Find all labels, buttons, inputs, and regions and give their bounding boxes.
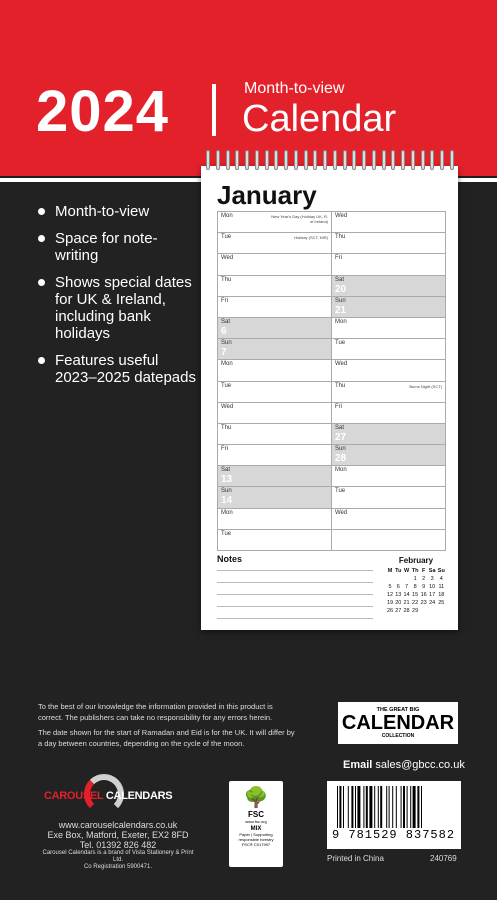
day-cell [217, 529, 332, 550]
day-number: 31 [335, 516, 347, 528]
day-name: Tue [335, 488, 346, 495]
day-name: Mon [221, 509, 233, 516]
contact-email: Email sales@gbcc.co.uk [343, 759, 465, 771]
day-name: Mon [221, 213, 233, 219]
day-number: 13 [221, 474, 233, 486]
mini-day [437, 607, 446, 615]
day-number: 6 [221, 325, 227, 337]
mini-day [403, 575, 411, 583]
day-number: 26 [335, 410, 347, 422]
feature-item: Space for note-writing [38, 230, 198, 264]
barcode-bar [351, 786, 353, 828]
feature-list [38, 203, 198, 396]
day-number: 25 [335, 389, 347, 401]
day-number: 23 [335, 347, 347, 359]
mini-day: 13 [395, 592, 402, 598]
mini-day: 15 [412, 592, 419, 598]
mini-day: 26 [387, 608, 394, 614]
day-name: Tue [335, 340, 346, 347]
day-number: 16 [221, 537, 233, 549]
day-name: Fri [335, 255, 342, 262]
grid-bottom-line [217, 550, 446, 551]
day-number: 2 [221, 241, 227, 253]
product-code: 240769 [430, 854, 457, 863]
spiral-coil [255, 150, 259, 170]
mini-day [394, 575, 402, 583]
note-line [217, 570, 373, 571]
grid-row [217, 275, 446, 296]
day-cell [217, 402, 332, 423]
grid-row [217, 296, 446, 317]
day-name: Tue [221, 382, 232, 389]
barcode-bar [355, 786, 356, 828]
day-name: Fri [221, 446, 228, 453]
spiral-coil [235, 150, 239, 170]
barcode-bar [396, 786, 397, 828]
day-cell [217, 508, 332, 529]
day-cell [332, 359, 446, 380]
day-name: Mon [221, 361, 233, 368]
day-number: 21 [335, 304, 347, 316]
day-cell [332, 296, 446, 317]
mini-day: 3 [430, 576, 434, 582]
mini-day: 14 [403, 592, 410, 598]
day-cell [217, 296, 332, 317]
grid-row [217, 211, 446, 232]
day-name: Wed [221, 403, 234, 410]
day-number: 12 [221, 453, 233, 465]
note-line [217, 606, 373, 607]
barcode-bar [339, 786, 341, 828]
grid-row [217, 338, 446, 359]
day-number: 3 [221, 262, 227, 274]
barcode-bar [369, 786, 372, 828]
bullet-icon [38, 235, 45, 242]
month-title: January [217, 180, 317, 210]
day-name: Tue [221, 530, 232, 537]
mini-weekday-header: Th [411, 568, 419, 574]
spiral-coil [216, 150, 220, 170]
day-event: Holiday (SCT, NIR) [294, 235, 328, 241]
spiral-coil [284, 150, 288, 170]
barcode-bar [392, 786, 393, 828]
barcode-bar [386, 786, 387, 828]
mini-day: 27 [395, 608, 402, 614]
spiral-coil [294, 150, 298, 170]
day-cell [217, 423, 332, 444]
spiral-coil [333, 150, 337, 170]
spiral-coil [401, 150, 405, 170]
day-cell [217, 338, 332, 359]
day-name: Sat [335, 276, 345, 283]
mini-day: 1 [413, 576, 417, 582]
grid-row [217, 381, 446, 402]
grid-row [217, 508, 446, 529]
spiral-coil [440, 150, 444, 170]
day-name: Mon [335, 467, 347, 474]
mini-day: 12 [387, 592, 394, 598]
mini-day: 20 [395, 600, 402, 606]
spiral-coil [265, 150, 269, 170]
day-cell [332, 529, 446, 550]
day-cell [217, 465, 332, 486]
bullet-icon [38, 208, 45, 215]
barcode-bar [421, 786, 422, 828]
barcode-bar [337, 786, 338, 828]
day-cell [217, 381, 332, 402]
mini-weekday-header: Su [437, 568, 445, 574]
spiral-coil [226, 150, 230, 170]
mini-day: 21 [403, 600, 410, 606]
spiral-coil [382, 150, 386, 170]
day-number: 30 [335, 495, 347, 507]
note-line [217, 594, 373, 595]
mini-weekday-header: F [421, 568, 426, 574]
spiral-coil [245, 150, 249, 170]
day-name: Sun [221, 488, 232, 495]
day-cell [332, 402, 446, 423]
day-number: 9 [221, 389, 227, 401]
spiral-coil [274, 150, 278, 170]
mini-day: 11 [438, 584, 445, 590]
day-cell [332, 508, 446, 529]
feature-item: Features useful 2023–2025 datepads [38, 352, 198, 386]
day-cell [332, 232, 446, 253]
header-title: Calendar [242, 98, 397, 140]
tree-icon: 🌳 [243, 787, 269, 809]
mini-day: 18 [438, 592, 445, 598]
disclaimer [38, 701, 298, 753]
grid-row [217, 529, 446, 550]
note-line [217, 582, 373, 583]
grid-row [217, 232, 446, 253]
day-number: 18 [335, 241, 347, 253]
day-cell [332, 253, 446, 274]
mini-weekday-header: Sa [428, 568, 436, 574]
barcode-bar [348, 786, 349, 828]
day-name: Sun [335, 297, 346, 304]
spiral-coil [450, 150, 454, 170]
day-name: Thu [335, 234, 346, 241]
carousel-calendars-logo: CAROUSEL CALENDARS [44, 774, 184, 814]
day-name: Sat [221, 318, 231, 325]
day-name: Thu [335, 382, 346, 389]
feature-item: Month-to-view [38, 203, 198, 220]
mini-day: 10 [429, 584, 436, 590]
barcode-bar [380, 786, 382, 828]
grid-row [217, 359, 446, 380]
day-cell [217, 359, 332, 380]
spiral-coil [421, 150, 425, 170]
disclaimer-text: To the best of our knowledge the information provided in this product is correct. The publishers can take no responsibility for any errors herein. [38, 702, 273, 722]
barcode-bar [363, 786, 364, 828]
day-number: 17 [335, 220, 347, 231]
spiral-coil [430, 150, 434, 170]
barcode-bar [407, 786, 408, 828]
day-name: Fri [335, 403, 342, 410]
day-name: Wed [221, 255, 234, 262]
day-number: 14 [221, 495, 233, 507]
mini-day: 5 [388, 584, 392, 590]
barcode [327, 781, 461, 849]
day-number: 11 [221, 431, 232, 443]
day-name: Wed [335, 361, 348, 368]
barcode-bar [389, 786, 390, 828]
barcode-bar [410, 786, 411, 828]
bullet-icon [38, 279, 45, 286]
day-name: Sun [335, 446, 346, 453]
mini-day: 2 [422, 576, 426, 582]
spiral-coil [352, 150, 356, 170]
barcode-bar [403, 786, 405, 828]
day-name: Sat [221, 467, 231, 474]
day-number: 20 [335, 283, 347, 295]
mini-day: 25 [438, 600, 445, 606]
day-cell [217, 253, 332, 274]
day-name: Sat [335, 424, 345, 431]
day-cell [332, 465, 446, 486]
note-line [217, 618, 373, 619]
publisher-address: www.carouselcalendars.co.uk Exe Box, Matford, Exeter, EX2 8FD Tel. 01392 826 482 Carousel Calendars is a brand of Vista Stationery & Print Ltd. Co Registration 5900471. [42, 820, 194, 870]
barcode-bar [374, 786, 375, 828]
mini-weekday-header: M [387, 568, 393, 574]
mini-day: 29 [412, 608, 419, 614]
day-name: Sun [221, 340, 232, 347]
spiral-binding [200, 150, 460, 174]
day-name: Fri [221, 297, 228, 304]
day-name: Wed [335, 213, 348, 219]
day-cell [217, 275, 332, 296]
spiral-coil [362, 150, 366, 170]
day-event: Burns Night (SCT) [409, 383, 442, 389]
mini-day: 28 [403, 608, 410, 614]
mini-day: 8 [413, 584, 417, 590]
mini-day [420, 607, 428, 615]
mini-weekday-header: W [403, 568, 410, 574]
day-number: 15 [221, 516, 233, 528]
day-name: Tue [221, 234, 232, 241]
mini-day: 16 [420, 592, 427, 598]
day-cell [217, 211, 332, 232]
spiral-coil [323, 150, 327, 170]
barcode-bar [343, 786, 344, 828]
day-name: Wed [335, 509, 348, 516]
mini-weekday-header: Tu [395, 568, 402, 574]
day-number: 24 [335, 368, 347, 380]
barcode-bar [366, 786, 368, 828]
day-number: 5 [221, 304, 227, 316]
grid-row [217, 317, 446, 338]
barcode-bar [357, 786, 360, 828]
mini-day: 24 [429, 600, 436, 606]
day-cell [332, 211, 446, 232]
mini-day [386, 575, 394, 583]
day-cell [217, 444, 332, 465]
grid-row [217, 465, 446, 486]
grid-row [217, 402, 446, 423]
day-number: 22 [335, 325, 347, 337]
day-cell [332, 275, 446, 296]
month-grid [217, 211, 446, 551]
spiral-coil [411, 150, 415, 170]
day-cell [332, 317, 446, 338]
day-cell [332, 423, 446, 444]
day-cell [332, 444, 446, 465]
spiral-coil [206, 150, 210, 170]
mini-day: 19 [387, 600, 394, 606]
mini-calendar-february [386, 556, 446, 615]
barcode-bar [413, 786, 416, 828]
header-subtitle: Month-to-view [244, 80, 345, 97]
disclaimer-text: The date shown for the start of Ramadan and Eid is for the UK. It will differ by a day between countries, depending on the cycle of the moon. [38, 728, 295, 748]
day-cell [217, 232, 332, 253]
day-number: 29 [335, 474, 347, 486]
spiral-coil [343, 150, 347, 170]
mini-day: 6 [396, 584, 400, 590]
day-number: 8 [221, 368, 227, 380]
printed-in: Printed in China [327, 854, 384, 863]
barcode-bar [378, 786, 379, 828]
bullet-icon [38, 357, 45, 364]
day-number: 7 [221, 347, 227, 359]
day-name: Thu [221, 424, 232, 431]
barcode-number: 9 781529 837582 [332, 828, 456, 842]
grid-row [217, 423, 446, 444]
barcode-bars [337, 786, 451, 828]
day-cell [332, 338, 446, 359]
notes-label: Notes [217, 554, 243, 564]
mini-day: 4 [439, 576, 443, 582]
mini-day: 23 [420, 600, 427, 606]
day-number: 19 [335, 262, 347, 274]
barcode-bar [417, 786, 419, 828]
mini-calendar-table [386, 567, 446, 615]
day-cell [217, 317, 332, 338]
spiral-coil [391, 150, 395, 170]
spiral-coil [313, 150, 317, 170]
mini-day: 17 [429, 592, 436, 598]
header-divider [212, 84, 216, 136]
day-name: Mon [335, 318, 347, 325]
fsc-label: 🌳 FSC www.fsc.org MIX Paper | Supporting responsible forestry FSC® C017997 [229, 781, 283, 867]
barcode-bar [401, 786, 402, 828]
day-cell [332, 486, 446, 507]
day-number: 4 [221, 283, 227, 295]
spiral-coil [372, 150, 376, 170]
day-name: Thu [221, 276, 232, 283]
day-cell [332, 381, 446, 402]
mini-day: 22 [412, 600, 419, 606]
mini-day: 9 [422, 584, 426, 590]
mini-day: 7 [405, 584, 409, 590]
day-number: 1 [221, 220, 227, 231]
day-event: New Year's Day (Holiday UK, R. of Ireland) [271, 214, 328, 224]
spiral-coil [304, 150, 308, 170]
mini-calendar-title: February [398, 556, 434, 565]
day-number: 10 [221, 410, 233, 422]
day-cell [217, 486, 332, 507]
day-number: 28 [335, 453, 347, 465]
feature-item: Shows special dates for UK & Ireland, including bank holidays [38, 274, 198, 342]
grid-row [217, 486, 446, 507]
grid-row [217, 444, 446, 465]
great-big-calendar-logo: THE GREAT BIG CALENDAR COLLECTION [338, 702, 458, 744]
year-title: 2024 [36, 79, 170, 144]
day-number: 27 [335, 431, 347, 443]
grid-row [217, 253, 446, 274]
mini-day [428, 607, 437, 615]
